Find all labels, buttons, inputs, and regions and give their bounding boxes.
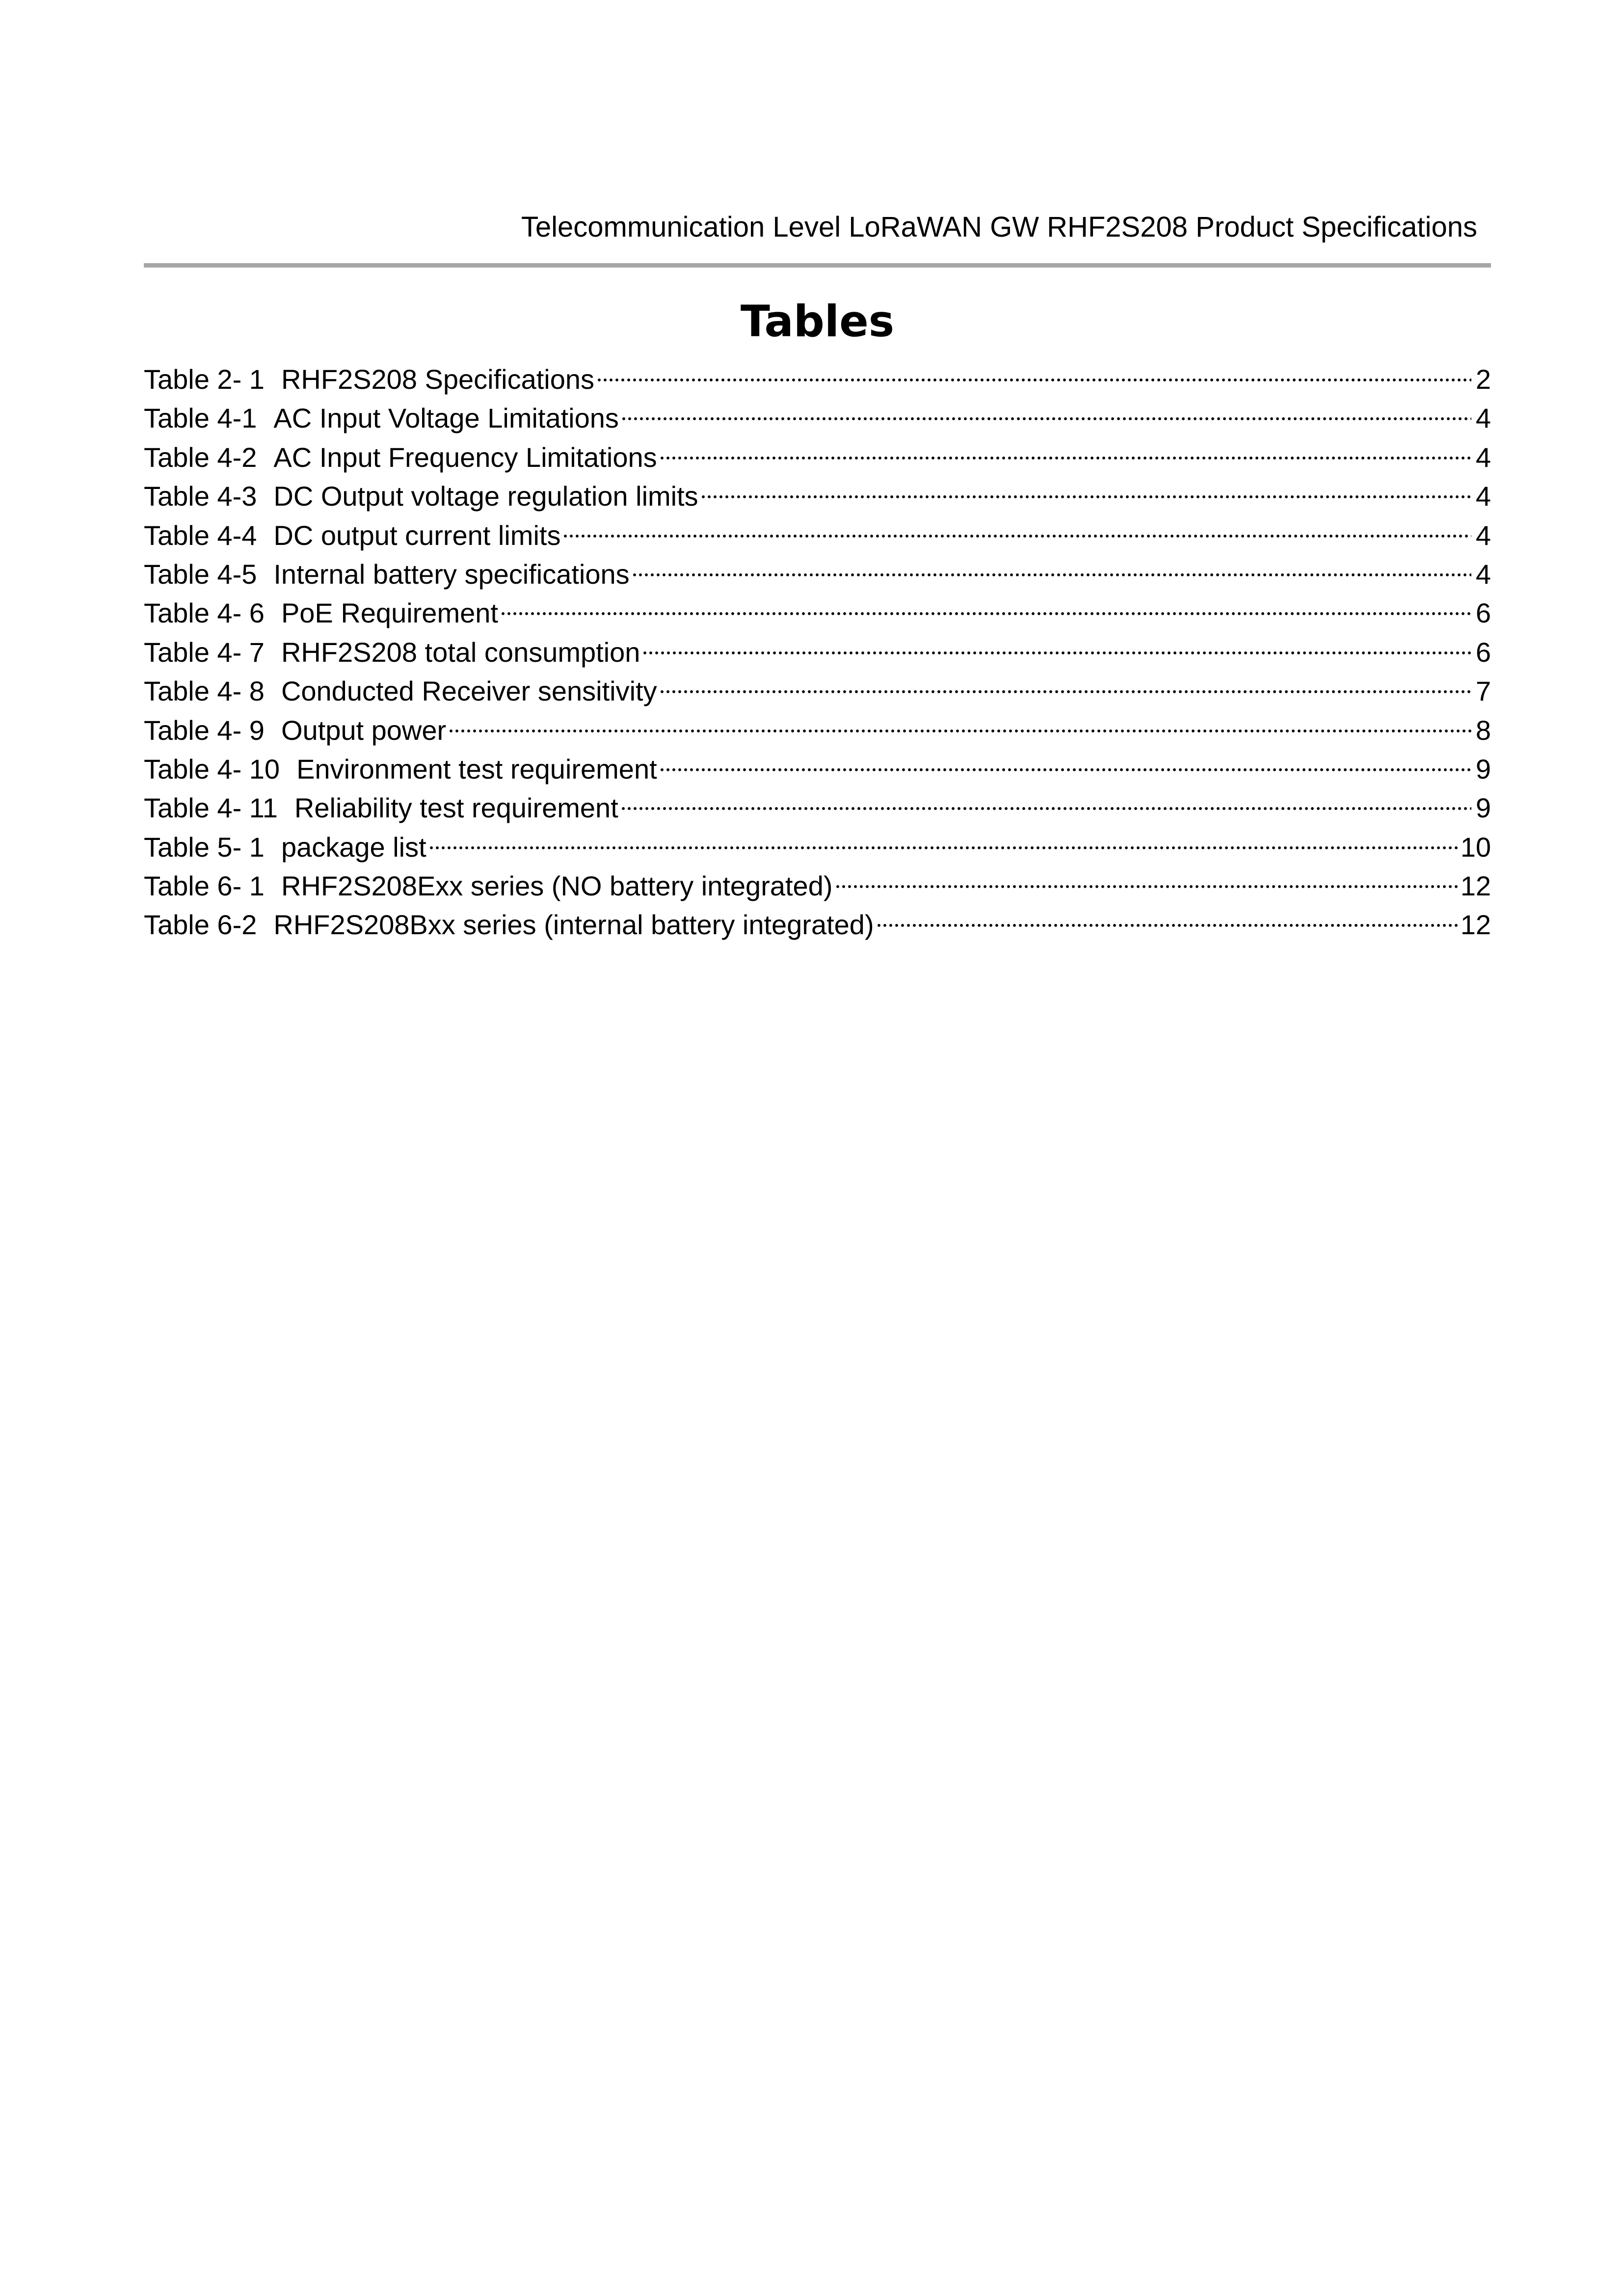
toc-entry-page: 9 [1475,792,1491,824]
toc-entry[interactable] [144,672,1491,710]
dot-leader [500,612,1471,616]
toc-entry-page: 4 [1475,481,1491,512]
toc-entry-page: 4 [1475,558,1491,590]
toc-entry-label [144,750,657,788]
toc-entry-number: Table 4- 6 [144,597,265,629]
toc-entry-title: Output power [281,714,447,746]
toc-entry-number: Table 5- 1 [144,831,265,863]
table-of-tables [144,360,1491,945]
dot-leader [700,495,1471,499]
toc-entry-title: RHF2S208 Specifications [281,364,595,395]
toc-entry-label [144,438,657,477]
toc-entry-title: DC Output voltage regulation limits [273,481,698,512]
toc-title: Tables [740,296,895,347]
toc-entry-page: 4 [1475,519,1491,551]
dot-leader [876,923,1458,927]
toc-entry-number: Table 4- 8 [144,675,265,707]
dot-leader [428,846,1458,850]
toc-entry[interactable] [144,788,1491,827]
dot-leader [632,573,1471,577]
toc-entry-number: Table 4- 7 [144,636,265,668]
toc-entry[interactable] [144,594,1491,632]
toc-entry-title: AC Input Frequency Limitations [273,441,657,473]
toc-entry-title: RHF2S208Exx series (NO battery integrated) [281,870,833,902]
dot-leader [642,651,1471,655]
toc-entry-number: Table 4-4 [144,519,257,551]
toc-entry-label [144,828,426,866]
toc-entry-page: 12 [1460,909,1491,941]
toc-entry-title: package list [281,831,426,863]
toc-entry-label [144,905,874,944]
dot-leader [448,729,1471,733]
toc-entry-number: Table 6-2 [144,909,257,941]
toc-entry-number: Table 4-3 [144,481,257,512]
dot-leader [659,456,1471,460]
dot-leader [835,885,1458,889]
toc-entry[interactable] [144,866,1491,905]
toc-entry[interactable] [144,555,1491,594]
toc-entry-label [144,711,446,750]
toc-entry-page: 6 [1475,636,1491,668]
toc-entry-title: DC output current limits [273,519,561,551]
toc-entry[interactable] [144,633,1491,672]
dot-leader [596,378,1471,382]
toc-entry-number: Table 6- 1 [144,870,265,902]
toc-entry-title: RHF2S208Bxx series (internal battery integrated) [273,909,874,941]
toc-entry-page: 10 [1460,831,1491,863]
toc-entry-page: 6 [1475,597,1491,629]
toc-entry-title: Internal battery specifications [273,558,630,590]
dot-leader [621,417,1471,421]
toc-entry-label [144,516,560,555]
toc-entry-label [144,399,619,437]
toc-entry[interactable] [144,399,1491,437]
toc-entry-number: Table 4- 9 [144,714,265,746]
toc-entry[interactable] [144,750,1491,788]
toc-entry-page: 4 [1475,441,1491,473]
toc-entry-label [144,866,833,905]
toc-entry-label [144,477,698,515]
dot-leader [659,690,1471,694]
toc-entry[interactable] [144,905,1491,944]
toc-entry-label [144,672,657,710]
toc-entry-number: Table 4-5 [144,558,257,590]
toc-entry-label [144,594,498,632]
toc-entry-label [144,633,640,672]
toc-entry-title: RHF2S208 total consumption [281,636,640,668]
header-divider [144,263,1491,268]
toc-entry-title: PoE Requirement [281,597,498,629]
toc-entry-page: 8 [1475,714,1491,746]
toc-entry-number: Table 4- 11 [144,792,278,824]
toc-entry-page: 12 [1460,870,1491,902]
toc-entry-page: 4 [1475,403,1491,434]
toc-entry-number: Table 4-2 [144,441,257,473]
toc-entry-label [144,788,618,827]
toc-entry[interactable] [144,711,1491,750]
toc-entry[interactable] [144,360,1491,399]
toc-entry-label [144,555,630,594]
toc-entry-page: 7 [1475,675,1491,707]
toc-entry[interactable] [144,828,1491,866]
toc-entry[interactable] [144,438,1491,477]
toc-entry-number: Table 2- 1 [144,364,265,395]
toc-entry[interactable] [144,516,1491,555]
dot-leader [620,807,1471,810]
toc-entry-page: 2 [1475,364,1491,395]
toc-entry-title: Environment test requirement [296,753,657,784]
toc-entry-page: 9 [1475,753,1491,784]
dot-leader [562,534,1471,538]
toc-entry-number: Table 4- 10 [144,753,280,784]
toc-entry-title: Conducted Receiver sensitivity [281,675,657,707]
toc-entry-number: Table 4-1 [144,403,257,434]
toc-entry-title: AC Input Voltage Limitations [273,403,619,434]
toc-entry-label [144,360,594,399]
dot-leader [659,768,1471,772]
toc-entry[interactable] [144,477,1491,515]
toc-entry-title: Reliability test requirement [294,792,618,824]
page-header: Telecommunication Level LoRaWAN GW RHF2S208 Product Specifications [521,211,1477,243]
